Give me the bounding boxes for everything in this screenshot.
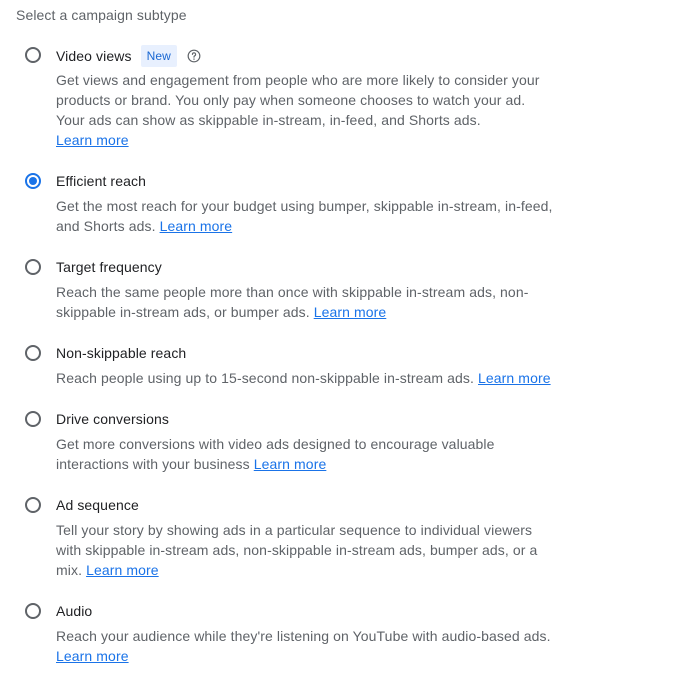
option-title-row <box>56 601 92 621</box>
new-badge: New <box>141 45 177 67</box>
option-title: Efficient reach <box>56 173 146 189</box>
radio-ad-sequence[interactable] <box>25 497 41 513</box>
learn-more-link[interactable]: Learn more <box>159 218 233 234</box>
option-title-row <box>56 343 186 363</box>
radio-target-frequency[interactable] <box>25 259 41 275</box>
option-description <box>56 434 566 474</box>
option-title-row <box>56 45 201 67</box>
desc-line: and Shorts ads. <box>56 218 156 234</box>
option-title-row <box>56 171 146 191</box>
campaign-subtype-heading: Select a campaign subtype <box>16 7 187 23</box>
learn-more-link[interactable]: Learn more <box>478 370 551 386</box>
radio-video-views[interactable] <box>25 47 41 63</box>
option-title: Non-skippable reach <box>56 345 187 361</box>
desc-line: skippable in-stream ads, or bumper ads. <box>56 304 310 320</box>
help-circle-icon[interactable] <box>187 49 201 63</box>
desc-line: interactions with your business <box>56 456 250 472</box>
desc-line: Reach the same people more than once with skippable in-stream ads, non- <box>56 284 529 300</box>
option-description <box>56 368 566 388</box>
learn-more-link[interactable]: Learn more <box>56 648 129 664</box>
option-description <box>56 626 566 666</box>
option-title-row <box>56 495 139 515</box>
learn-more-link[interactable]: Learn more <box>253 456 327 472</box>
option-title: Ad sequence <box>56 497 139 513</box>
option-description <box>56 196 566 236</box>
desc-line: Get the most reach for your budget using bumper, skippable in-stream, in-feed, <box>56 198 553 214</box>
desc-line: Reach people using up to 15-second non-skippable in-stream ads. <box>56 370 475 386</box>
option-title-row <box>56 257 162 277</box>
option-description <box>56 520 566 580</box>
desc-line: Your ads can show as skippable in-stream, in-feed, and Shorts ads. <box>56 112 481 128</box>
option-title: Audio <box>56 603 93 619</box>
desc-line: Reach your audience while they're listening on YouTube with audio-based ads. <box>56 628 551 644</box>
desc-line: Get more conversions with video ads designed to encourage valuable <box>56 436 495 452</box>
option-title: Target frequency <box>56 259 162 275</box>
option-description <box>56 70 566 150</box>
option-title: Video views <box>56 48 132 64</box>
learn-more-link[interactable]: Learn more <box>56 132 129 148</box>
desc-line: products or brand. You only pay when someone chooses to watch your ad. <box>56 92 526 108</box>
radio-drive-conversions[interactable] <box>25 411 41 427</box>
learn-more-link[interactable]: Learn more <box>313 304 387 320</box>
radio-non-skippable-reach[interactable] <box>25 345 41 361</box>
desc-line: Tell your story by showing ads in a particular sequence to individual viewers <box>56 522 533 538</box>
desc-line: Get views and engagement from people who are more likely to consider your <box>56 72 540 88</box>
option-title-row <box>56 409 169 429</box>
radio-efficient-reach[interactable] <box>25 173 41 189</box>
desc-line: mix. <box>56 562 83 578</box>
learn-more-link[interactable]: Learn more <box>86 562 159 578</box>
radio-audio[interactable] <box>25 603 41 619</box>
desc-line: with skippable in-stream ads, non-skippable in-stream ads, bumper ads, or a <box>56 542 538 558</box>
option-title: Drive conversions <box>56 411 169 427</box>
option-description <box>56 282 566 322</box>
